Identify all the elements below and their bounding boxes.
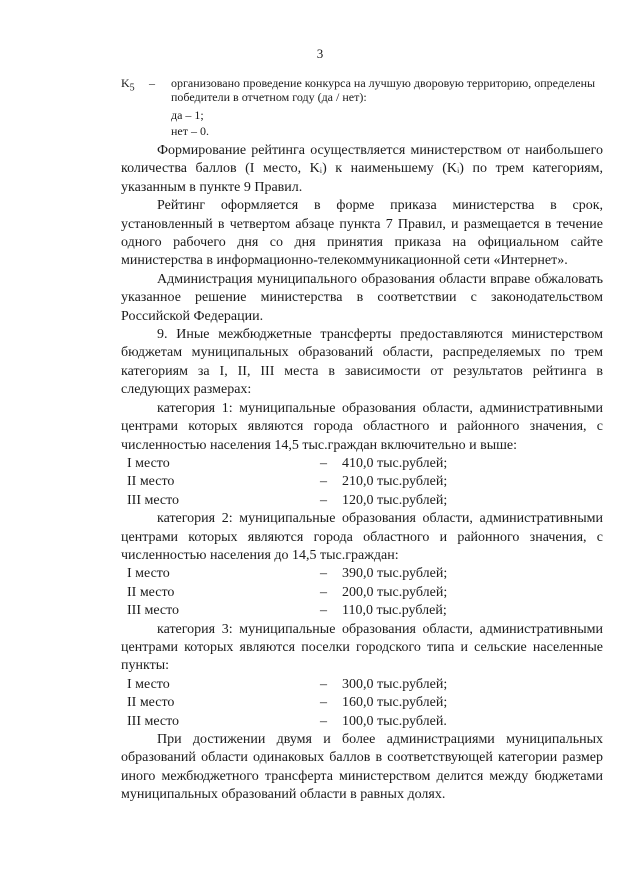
category-2-row-1: [121, 565, 603, 583]
category-3-row-1: [121, 676, 603, 694]
place-label: II место: [127, 695, 175, 711]
amount: 300,0 тыс.рублей;: [342, 676, 448, 692]
category-2-text: категория 2: муниципальные образования области, административными центрами которых являются города областного и районного значения, с численностью населения до 14,5 тыс.граждан:: [121, 511, 603, 563]
place-label: III место: [127, 713, 180, 729]
category-1-row-2: [121, 473, 603, 491]
k5-definition-text: организовано проведение конкурса на лучшую дворовую территорию, определены победители в отчетном году (да / нет):: [171, 76, 596, 104]
row-dash: –: [320, 492, 327, 508]
k5-dash: –: [149, 76, 155, 90]
amount: 390,0 тыс.рублей;: [342, 566, 448, 582]
category-1-row-1: [121, 455, 603, 473]
amount: 100,0 тыс.рублей.: [342, 713, 447, 729]
k5-definition: [121, 77, 603, 104]
place-label: I место: [127, 566, 170, 582]
paragraph-equal-shares: При достижении двумя и более администрациями муниципальных образований области одинаковых баллов в соответствующей категории размер иного межбюджетного трансферта министерством делится между бюджетами муниципальных образований области в равных долях.: [121, 732, 603, 803]
category-2-row-3: [121, 602, 603, 620]
paragraph-appeal: Администрация муниципального образования области вправе обжаловать указанное решение министерства в соответствии с законодательством Российской Федерации.: [121, 271, 603, 324]
category-1-text: категория 1: муниципальные образования области, административными центрами которых являются города областного и районного значения, с численностью населения 14,5 тыс.граждан включительно и выше:: [121, 400, 603, 453]
k5-symbol: [121, 77, 149, 104]
k5-option-no: нет – 0.: [171, 123, 209, 138]
row-dash: –: [320, 474, 327, 490]
row-dash: –: [320, 603, 327, 619]
k5-option-yes: да – 1;: [171, 108, 204, 122]
place-label: I место: [127, 455, 170, 471]
k5-letter: K: [121, 76, 130, 90]
amount: 120,0 тыс.рублей;: [342, 492, 448, 508]
place-label: I место: [127, 676, 170, 692]
row-dash: –: [320, 566, 327, 582]
page-content: [121, 77, 603, 805]
amount: 160,0 тыс.рублей;: [342, 695, 448, 711]
place-label: II место: [127, 474, 175, 490]
category-2-row-2: [121, 584, 603, 602]
row-dash: –: [320, 695, 327, 711]
k5-subscript: 5: [129, 82, 135, 94]
category-3-row-2: [121, 694, 603, 712]
place-label: III место: [127, 603, 180, 619]
paragraph-rating-order: Рейтинг оформляется в форме приказа министерства в срок, установленный в четвертом абзаце пункта 7 Правил, и размещается в течение одного рабочего дня со дня принятия приказа на официальном сайте министерства в информационно-телекоммуникационной сети «Интернет».: [121, 198, 603, 269]
row-dash: –: [320, 584, 327, 600]
category-1-row-3: [121, 492, 603, 510]
row-dash: –: [320, 455, 327, 471]
page-number: 3: [316, 46, 324, 61]
place-label: II место: [127, 584, 175, 600]
amount: 200,0 тыс.рублей;: [342, 584, 448, 600]
category-3-row-3: [121, 713, 603, 731]
paragraph-transfers: 9. Иные межбюджетные трансферты предоставляются министерством бюджетам муниципальных образований области, распределяемых по трем категориям за I, II, III места в зависимости от результатов рейтинга в следующих размерах:: [121, 327, 603, 398]
row-dash: –: [320, 676, 327, 692]
category-3-text: категория 3: муниципальные образования области, административными центрами которых являются поселки городского типа и сельские населенные пункты:: [121, 621, 603, 674]
row-dash: –: [320, 713, 327, 729]
amount: 210,0 тыс.рублей;: [342, 474, 448, 490]
amount: 410,0 тыс.рублей;: [342, 455, 448, 471]
paragraph-rating-formation: Формирование рейтинга осуществляется министерством от наибольшего количества баллов (I место, Kᵢ) к наименьшему (Kᵢ) по трем категориям, указанным в пункте 9 Правил.: [121, 143, 603, 195]
place-label: III место: [127, 492, 180, 508]
amount: 110,0 тыс.рублей;: [342, 603, 447, 619]
